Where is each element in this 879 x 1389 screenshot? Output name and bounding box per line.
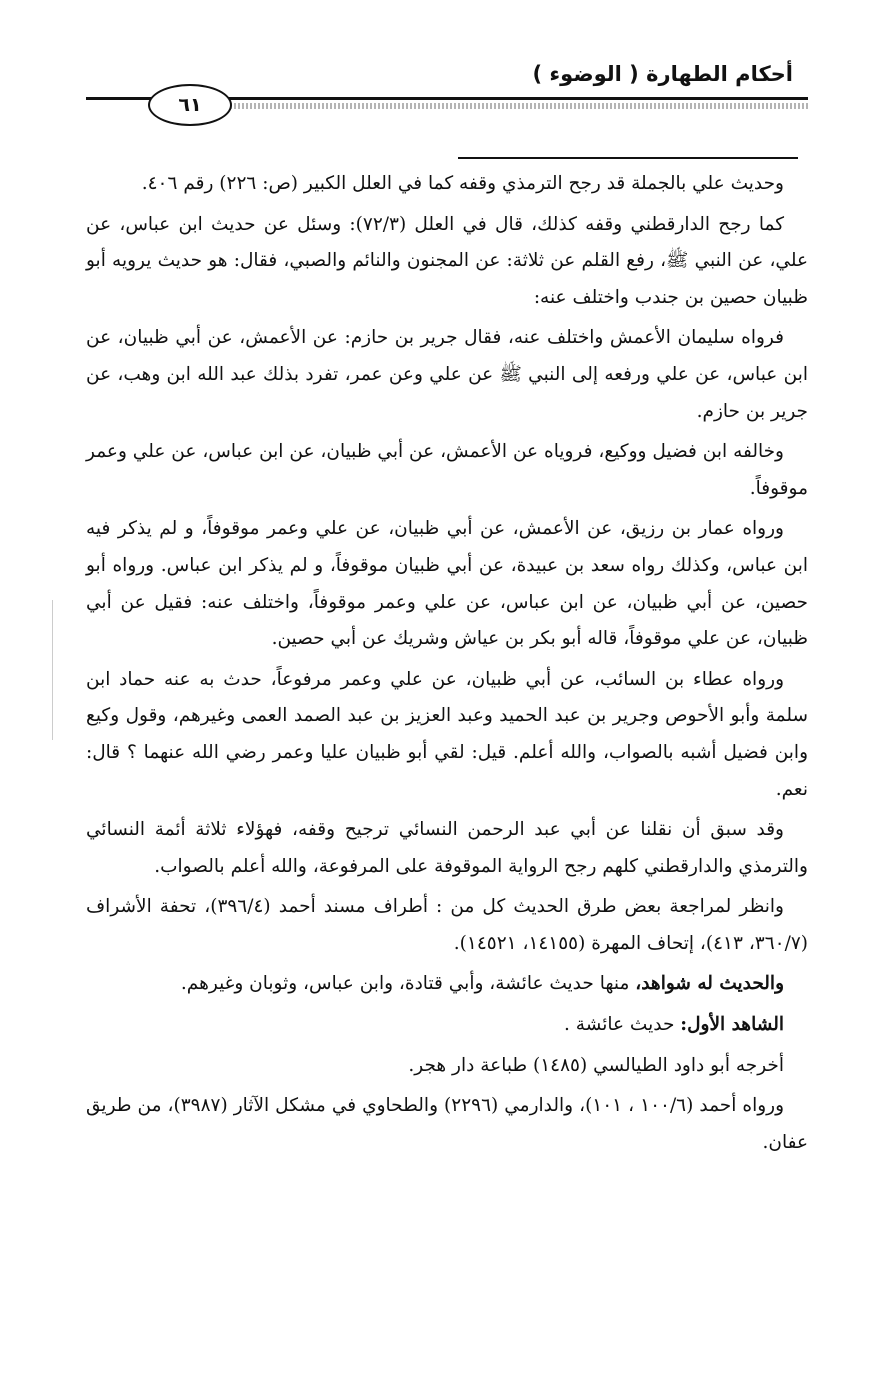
paragraph (86, 966, 808, 1003)
paragraph: وخالفه ابن فضيل ووكيع، فروياه عن الأعمش، عن أبي ظبيان، عن ابن عباس، عن علي وعمر موقوفاً. (86, 441, 808, 499)
paragraph: وحديث علي بالجملة قد رجح الترمذي وقفه كما في العلل الكبير (ص: ٢٢٦) رقم ٤٠٦. (141, 173, 784, 194)
paragraph-text: حديث عائشة . (564, 1014, 681, 1036)
paragraph: فرواه سليمان الأعمش واختلف عنه، فقال جرير بن حازم: عن الأعمش، عن أبي ظبيان، عن ابن عباس، عن علي ورفعه إلى النبي ﷺ عن علي وعن عمر، تفرد بذلك عبد الله ابن وهب، عن جرير بن حازم. (86, 327, 808, 422)
section-divider (458, 157, 798, 159)
paragraph: ورواه عطاء بن السائب، عن أبي ظبيان، عن علي وعمر مرفوعاً، حدث به عنه حماد ابن سلمة وأبو الأحوص وجرير بن عبد الحميد وعبد العزيز بن عبد الصمد العمى وغيرهم، وقول وكيع وابن فضيل أشبه بالصواب، والله أعلم. قيل: لقي أبو ظبيان عليا وعمر رضي الله عنهما ؟ قال: نعم. (86, 668, 808, 800)
bold-heading: والحديث له شواهد، (635, 973, 784, 995)
page-number: ٦١ (148, 84, 232, 126)
paragraph: ورواه أحمد (١٠٠/٦ ، ١٠١)، والدارمي (٢٢٩٦) والطحاوي في مشكل الآثار (٣٩٨٧)، من طريق عفان. (86, 1095, 808, 1153)
body-text (86, 166, 808, 1161)
paragraph: وانظر لمراجعة بعض طرق الحديث كل من : أطراف مسند أحمد (٣٩٦/٤)، تحفة الأشراف (٣٦٠/٧، ٤١٣)، إتحاف المهرة (١٤١٥٥، ١٤٥٢١). (86, 896, 808, 954)
running-header-title: أحكام الطهارة ( الوضوء ) (532, 62, 793, 86)
paragraph-text: منها حديث عائشة، وأبي قتادة، وابن عباس، وثوبان وغيرهم. (180, 973, 636, 995)
header-ornament (230, 103, 808, 109)
paragraph (86, 1007, 808, 1044)
scan-margin-mark (52, 600, 53, 740)
paragraph: ورواه عمار بن رزيق، عن الأعمش، عن أبي ظبيان، عن علي وعمر موقوفاً، و لم يذكر فيه ابن عباس، وكذلك رواه سعد بن عبيدة، عن أبي ظبيان موقوفاً، و لم يذكر ابن عباس. ورواه أبو حصين، عن أبي ظبيان، عن ابن عباس، عن علي وعمر موقوفاً، واختلف عنه: فقيل عن أبي ظبيان، عن علي موقوفاً، قاله أبو بكر بن عياش وشريك عن أبي حصين. (86, 518, 808, 650)
paragraph: أخرجه أبو داود الطيالسي (١٤٨٥) طباعة دار هجر. (408, 1054, 784, 1076)
paragraph: كما رجح الدارقطني وقفه كذلك، قال في العلل (٧٢/٣): وسئل عن حديث ابن عباس، عن علي، عن النبي ﷺ، رفع القلم عن ثلاثة: عن المجنون والنائم والصبي، فقال: هو حديث يرويه أبو ظبيان حصين بن جندب واختلف عنه: (86, 213, 808, 308)
paragraph: وقد سبق أن نقلنا عن أبي عبد الرحمن النسائي ترجيح وقفه، فهؤلاء ثلاثة أئمة النسائي والترمذي والدارقطني كلهم رجح الرواية الموقوفة على المرفوعة، والله أعلم بالصواب. (86, 819, 808, 877)
bold-heading: الشاهد الأول: (680, 1014, 784, 1036)
